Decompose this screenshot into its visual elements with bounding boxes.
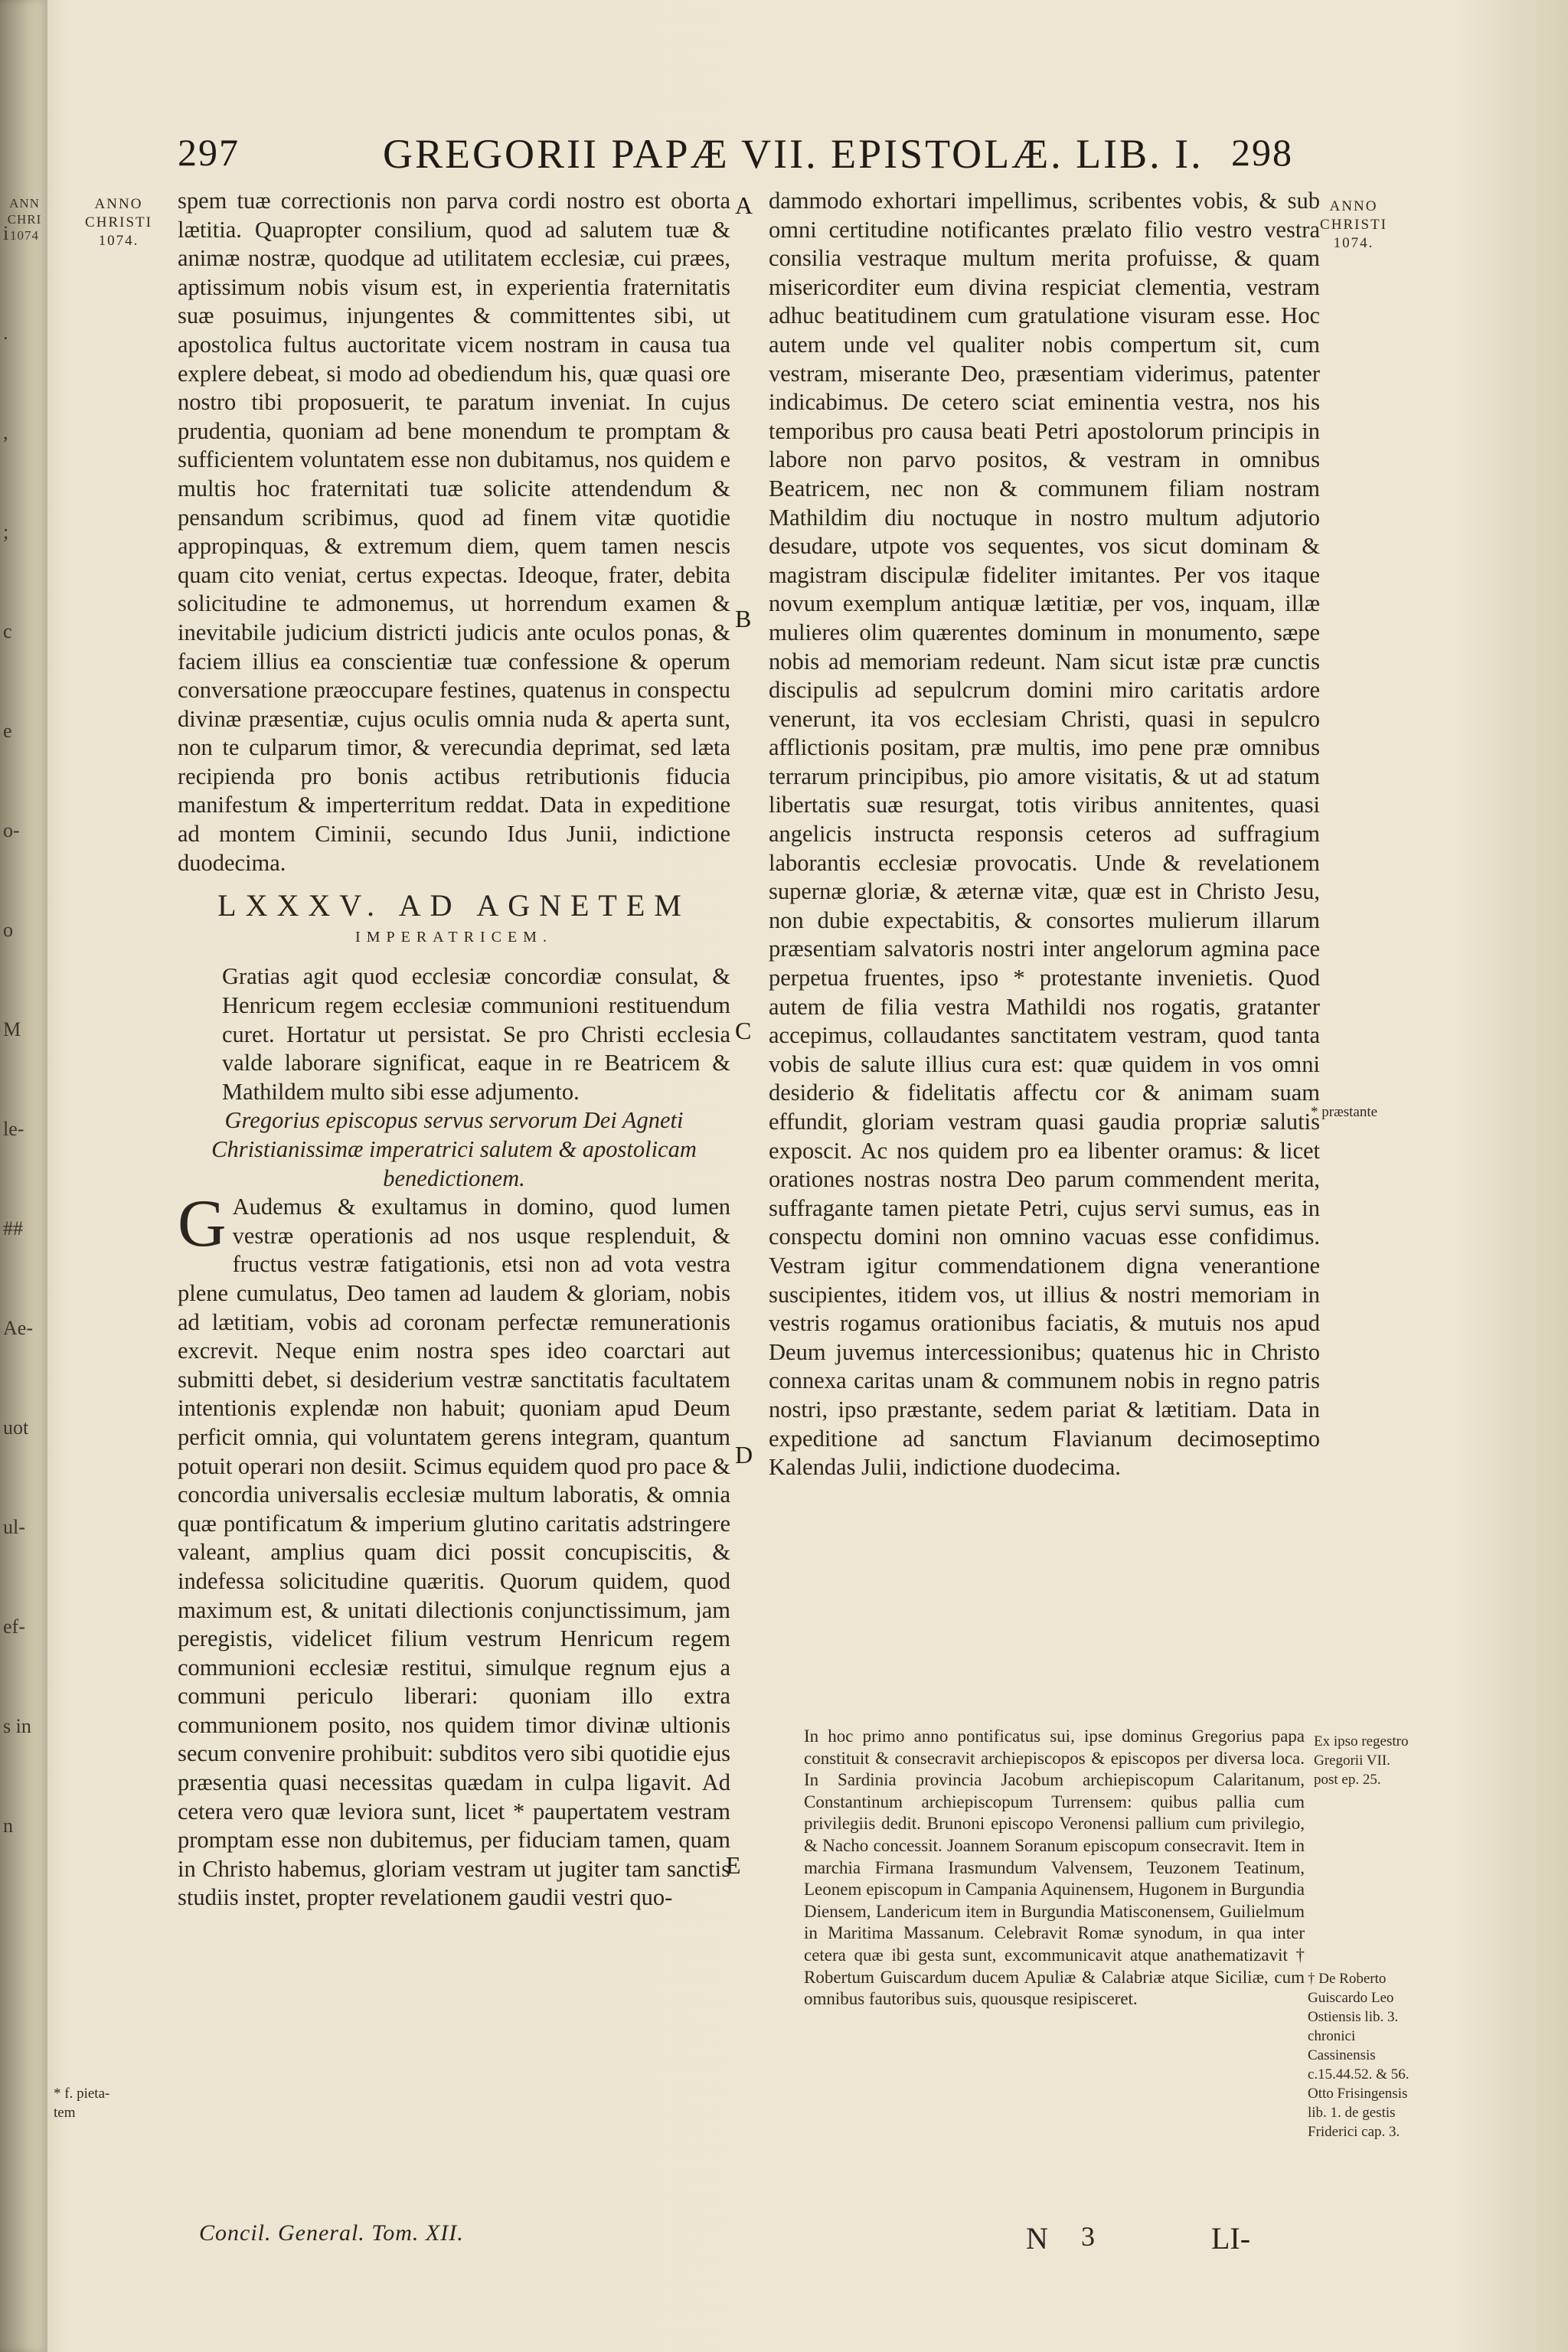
right-text-column bbox=[769, 187, 1320, 1482]
gutter-fragment: uot bbox=[3, 1416, 29, 1439]
margin-letter-a: A bbox=[735, 191, 753, 219]
sidenote-regestrum-source: Ex ipso regestro Gregorii VII. post ep. 25. bbox=[1314, 1733, 1409, 1788]
sidenote-praestante: * præstante bbox=[1311, 1104, 1378, 1120]
previous-page-gutter bbox=[0, 0, 47, 2352]
letter-85-body bbox=[178, 1187, 730, 1913]
gutter-fragments bbox=[3, 184, 46, 1876]
signature-number: 3 bbox=[1081, 2221, 1095, 2252]
gutter-fragment: e bbox=[3, 720, 12, 742]
letter-85-summary: Gratias agit quod ecclesiæ concordiæ consulat, & Henricum regem ecclesiæ communioni restituendum curet. Hortatur ut persistat. Se pro Christi ecclesia valde laborare significat, eaque in re Beatricem & Mathildem multo sibi esse adjumento. bbox=[222, 963, 730, 1105]
margin-letter-b: B bbox=[735, 605, 752, 632]
signature-letter: N bbox=[1026, 2221, 1048, 2256]
gutter-fragment: n bbox=[3, 1815, 13, 1837]
gutter-anno: ANN CHRI 1074 bbox=[7, 196, 42, 243]
gutter-fragment: ## bbox=[3, 1217, 23, 1240]
gutter-fragment: le- bbox=[3, 1118, 24, 1140]
left-page-number: 297 bbox=[178, 131, 240, 174]
gutter-fragment: ef- bbox=[3, 1615, 25, 1638]
footnote-consecrations: In hoc primo anno pontificatus sui, ipse dominus Gregorius papa constituit & consecravit archiepiscopos & episcopos per diversa loca. In Sardinia provincia Jacobum archiepiscopum Calaritanum, Constantinum archiepiscopum Turrensem: quibus pallia cum privilegiis dedit. Brunoni episcopo Veronensi pallium cum privilegio, & Nacho concessit. Joannem Soranum episcopum consecravit. Item in marchia Firmana Irasmundum Valvensem, Teuzonem Teatinum, Leonem episcopum in Campania Aquinensem, Hugonem in Burgundia Diensem, Landericum item in Burgundia Matisconensem, Guilielmum in Maritima Massanum. Celebravit Romæ synodum, in qua inter cetera quæ ibi gesta sunt, excommunicavit atque anathematizavit † Robertum Guiscardum ducem Apuliæ & Calabriæ atque Siciliæ, cum omnibus fautoribus suis, quousque resipisceret. bbox=[804, 1726, 1305, 2009]
letter-85-salutation: Gregorius episcopus servus servorum Dei Agneti Christianissimæ imperatrici salutem & apostolicam benedictionem. bbox=[211, 1107, 697, 1191]
footer-volume: Concil. General. Tom. XII. bbox=[199, 2220, 464, 2246]
gutter-fragment: i bbox=[3, 222, 9, 244]
gutter-fragment: o bbox=[3, 919, 13, 941]
gutter-fragment: o- bbox=[3, 819, 20, 841]
catchword: LI- bbox=[1211, 2221, 1251, 2256]
margin-letter-c: C bbox=[735, 1017, 752, 1044]
gutter-fragment: ul- bbox=[3, 1516, 25, 1538]
gutter-fragment: c bbox=[3, 620, 12, 642]
gutter-fragment: ; bbox=[3, 521, 9, 543]
gutter-fragment: M bbox=[3, 1018, 21, 1040]
drop-cap: G bbox=[178, 1187, 227, 1262]
letter-85-subtitle: IMPERATRICEM. bbox=[355, 928, 553, 946]
sidenote-pietatem: * f. pieta- tem bbox=[54, 2086, 110, 2121]
letter-85-continuation: dammodo exhortari impellimus, scribentes vobis, & sub omni certitudine notificantes prælato filio vestro vestra consilia vestraque multum merita profuisse, & quam misericorditer eum divina respiciat clementia, vestram adhuc beatitudinem cum gratulatione visuram esse. Hoc autem unde vel qualiter nobis compertum sit, cum vestram, miserante Deo, præsentiam viderimus, patenter indicabimus. De cetero sciat eminentia vestra, nos his temporibus pro causa beati Petri apostolorum principis in labore non parvo positos, & vestram in omnibus Beatricem, nec non & communem filiam nostram Mathildim diu noctuque in nostro multum adjutorio desudare, utpote vos sequentes, vos sicut dominam & magistram discipulæ fideliter imitantes. Per vos itaque novum exemplum antiquæ lætitiæ, per vos, inquam, illæ mulieres olim quærentes dominum in monumento, sæpe nobis ad memoriam redeunt. Nam sicut istæ præ cunctis discipulis ad sepulcrum domini miro caritatis ardore venerunt, ita vos ecclesiam Christi, quasi in sepulcro afflictionis positam, præ multis, imo pene præ omnibus terrarum principibus, pio amore visitatis, & ut ad statum libertatis suæ resurgat, totis viribus annitentes, quasi angelicis instructa responsis ceteros ad suffragium laborantis ecclesiæ provocatis. Unde & revelationem supernæ gloriæ, & æternæ vitæ, quæ est in Christo Jesu, non dubie expectabitis, & consortes mulierum illarum præsentiam salvatoris nostri inter angelorum agmina pace perpetua fruentes, ipso * protestante invenietis. Quod autem de filia vestra Mathildi nos rogatis, gratanter accepimus, collaudantes sanctitatem vestram, quod tanta vobis de salute illius cura est: quæ quidem in vos omni desiderio & fidelitatis affectu cor & animam suam effundit, gloriam vestram quasi gaudia propriæ salutis exposcit. Ac nos quidem pro ea libenter oramus: & licet orationes nostras nostra Deo parum commendent merita, suffragante tamen pietate Petri, cujus servi sumus, eas in conspectu domini non omnino vacuas esse confidimus. Vestram igitur commendationem digna venerantione suscipientes, itidem vos, ut illius & nostri memoriam in vestris rogamus orationibus faciatis, & mutuis nos apud Deum juvemus intercessionibus; quatenus hic in Christo connexa caritas unam & communem nobis in regno patris nostri, ipso præstante, sedem pariat & lætitiam. Data in expeditione ad sanctum Flavianum decimoseptimo Kalendas Julii, indictione duodecima. bbox=[769, 188, 1320, 1481]
running-title: GREGORII PAPÆ VII. EPISTOLÆ. LIB. I. bbox=[383, 131, 1204, 177]
anno-christi-right: ANNO CHRISTI 1074. bbox=[1320, 198, 1387, 251]
margin-letter-d: D bbox=[735, 1441, 753, 1468]
margin-letter-e: E bbox=[726, 1851, 741, 1879]
letter-85-body-text: Audemus & exultamus in domino, quod lumen vestræ operationis ad nos usque resplenduit, & fructus vestræ fatigationis, etsi non ad vota vestra plene cumulatus, Deo tamen ad laudem & gloriam, nobis ad lætitiam, vobis ad coronam perfectæ remunerationis excrevit. Neque enim nostra spes ideo coarctari aut submitti debet, si desiderium vestræ sanctitatis facultatem intentionis explendæ non habuit; quoniam apud Deum perficit omnia, qui voluntatem gerens integram, quantum potuit operari non desiit. Scimus equidem quod pro pace & concordia universalis ecclesiæ multum laboratis, & omnia quæ pontificatum & imperium glutino caritatis adstringere valeant, amplius quam dici possit concupiscitis, & indefessa solicitudine quæritis. Quorum quidem, quod maximum est, & unitati dilectionis conjunctissimum, jam peregistis, videlicet filium vestrum Henricum regem communioni ecclesiæ restitui, simulque regnum ejus a communi periculo liberari: quoniam illo extra communionem posito, nos quidem timor divinæ ultionis secum convenire prohibuit: subditos vero sibi quotidie ejus præsentia quasi necessitas quædam in culpa ligavit. Ad cetera vero quæ leviora sunt, licet * paupertatem vestram promptam esse non dubitemus, per fiduciam tamen, quam in Christo habemus, gloriam vestram ut jugiter tam sanctis studiis instet, propter revelationem gaudii vestri quo- bbox=[178, 1194, 730, 1911]
right-page-number: 298 bbox=[1231, 131, 1293, 174]
letter-85-title: LXXXV. AD AGNETEM bbox=[217, 888, 691, 923]
gutter-fragment: Ae- bbox=[3, 1317, 33, 1339]
gutter-fragment: , bbox=[3, 421, 8, 443]
gutter-fragment: . bbox=[3, 322, 8, 344]
sidenote-robert-guiscard-sources: † De Roberto Guiscardo Leo Ostiensis lib. 3. chronici Cassinensis c.15.44.52. & 56. Otto Frisingensis lib. 1. de gestis Friderici cap. 3. bbox=[1308, 1971, 1410, 2140]
left-text-column bbox=[178, 187, 730, 1913]
letter-84-ending: spem tuæ correctionis non parva cordi nostro est oborta lætitia. Quapropter consilium, quod ad salutem tuæ & animæ nostræ, quodque ad utilitatem ecclesiæ, cui præes, aptissimum nobis visum est, in experientia fraternitatis suæ posuimus, injungentes & committentes sibi, ut apostolica fultus auctoritate vicem nostram in causa tua explere debeat, si modo ad obediendum his, quæ quasi ore nostro tibi proposuerit, te paratum inveniat. In cujus prudentia, quoniam ad bene monendum te promptam & sufficientem voluntatem esse non dubitamus, nos quidem e multis hoc fraternitati tuæ solicite attendendum & pensandum scribimus, quod ad finem vitæ quotidie appropinquas, & extremum diem, quem tamen nescis quam cito veniat, certus expectas. Ideoque, frater, debita solicitudine te admonemus, ut horrendum examen & inevitabile judicium districti judicis ante oculos ponas, & faciem illius ea conscientiæ tuæ confessione & operum conversatione præoccupare festines, quatenus in conspectu divinæ præsentiæ, cujus oculis omnia nuda & aperta sunt, non te culparum timor, & verecundia deprimat, sed læta recipienda pro bonis actibus retributionis fiducia manifestum & imperterritum reddat. Data in expeditione ad montem Ciminii, secundo Idus Junii, indictione duodecima. bbox=[178, 188, 730, 876]
gutter-fragment: s in bbox=[3, 1715, 31, 1737]
anno-christi-left: ANNO CHRISTI 1074. bbox=[85, 196, 152, 249]
